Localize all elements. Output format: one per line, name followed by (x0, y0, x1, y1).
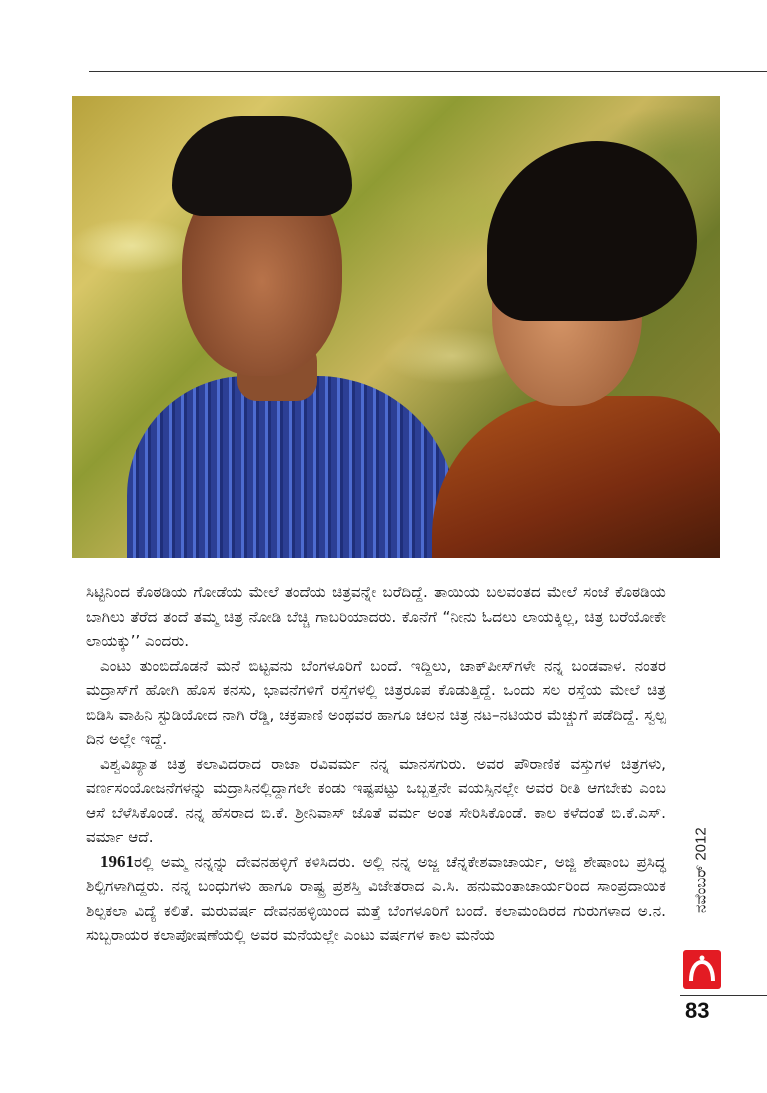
couple-photo (72, 96, 720, 558)
footer-rule (680, 995, 767, 996)
page-number: 83 (685, 998, 710, 1023)
paragraph-4-text: ರಲ್ಲಿ ಅಮ್ಮ ನನ್ನನ್ನು ದೇವನಹಳ್ಳಿಗೆ ಕಳಿಸಿದರು. ಅಲ್ಲಿ ನನ್ನ ಅಜ್ಜ ಚೆನ್ನಕೇಶವಾಚಾರ್ಯ, ಅಜ್ಜಿ ಶೇಷಾಂಬ ಪ್ರಸಿದ್ಧ ಶಿಲ್ಪಿಗಳಾಗಿದ್ದರು. ನನ್ನ ಬಂಧುಗಳು ಹಾಗೂ ರಾಷ್ಟ್ರ ಪ್ರಶಸ್ತಿ ವಿಜೇತರಾದ ಎ.ಸಿ. ಹನುಮಂತಾಚಾರ್ಯರಿಂದ ಸಾಂಪ್ರದಾಯಿಕ ಶಿಲ್ಪಕಲಾ ವಿದ್ಯೆ ಕಲಿತೆ. ಮರುವರ್ಷ ದೇವನಹಳ್ಳಿಯಿಂದ ಮತ್ತೆ ಬೆಂಗಳೂರಿಗೆ ಬಂದೆ. ಕಲಾಮಂದಿರದ ಗುರುಗಳಾದ ಅ.ನ. ಸುಬ್ಬರಾಯರ ಕಲಾಪೋಷಣೆಯಲ್ಲಿ ಅವರ ಮನೆಯಲ್ಲೇ ಎಂಟು ವರ್ಷಗಳ ಕಾಲ ಮನೆಯ (86, 852, 666, 944)
paragraph-2: ಎಂಟು ತುಂಬಿದೊಡನೆ ಮನೆ ಬಿಟ್ಟವನು ಬೆಂಗಳೂರಿಗೆ ಬಂದೆ. ಇದ್ದಿಲು, ಚಾಕ್‌ಪೀಸ್‌ಗಳೇ ನನ್ನ ಬಂಡವಾಳ. ನಂತರ ಮದ್ರಾಸ್‌ಗೆ ಹೋಗಿ ಹೊಸ ಕನಸು, ಭಾವನೆಗಳಿಗೆ ರಸ್ತೆಗಳಲ್ಲಿ ಚಿತ್ರರೂಪ ಕೊಡುತ್ತಿದ್ದೆ. ಒಂದು ಸಲ ರಸ್ತೆಯ ಮೇಲೆ ಚಿತ್ರ ಬಿಡಿಸಿ ವಾಹಿನಿ ಸ್ಟುಡಿಯೋದ ನಾಗಿ ರೆಡ್ಡಿ, ಚಕ್ರಪಾಣಿ ಅಂಥವರ ಹಾಗೂ ಚಲನ ಚಿತ್ರ ನಟ–ನಟಿಯರ ಮೆಚ್ಚುಗೆ ಪಡೆದಿದ್ದೆ. ಸ್ವಲ್ಪ ದಿನ ಅಲ್ಲೇ ಇದ್ದೆ. (86, 656, 666, 748)
header-rule (89, 71, 767, 72)
magazine-logo-icon (683, 950, 721, 989)
issue-date: ನವೆಂಬರ್ 2012 (692, 827, 710, 913)
paragraph-1: ಸಿಟ್ಟಿನಿಂದ ಕೊಠಡಿಯ ಗೋಡೆಯ ಮೇಲೆ ತಂದೆಯ ಚಿತ್ರವನ್ನೇ ಬರೆದಿದ್ದೆ. ತಾಯಿಯ ಬಲವಂತದ ಮೇಲೆ ಸಂಜೆ ಕೊಠಡಿಯ ಬಾಗಿಲು ತೆರೆದ ತಂದೆ ತಮ್ಮ ಚಿತ್ರ ನೋಡಿ ಬೆಚ್ಚಿ ಗಾಬರಿಯಾದರು. ಕೊನೆಗೆ “ನೀನು ಓದಲು ಲಾಯಕ್ಕಿಲ್ಲ, ಚಿತ್ರ ಬರೆಯೋಕೇ ಲಾಯಕ್ಕು’’ ಎಂದರು. (86, 583, 666, 650)
article-body (86, 580, 666, 948)
paragraph-4 (86, 850, 666, 948)
year-1961: 1961 (100, 851, 134, 871)
man-hair (172, 116, 352, 216)
paragraph-3: ವಿಶ್ವವಿಖ್ಯಾತ ಚಿತ್ರ ಕಲಾವಿದರಾದ ರಾಜಾ ರವಿವರ್ಮ ನನ್ನ ಮಾನಸಗುರು. ಅವರ ಪೌರಾಣಿಕ ವಸ್ತುಗಳ ಚಿತ್ರಗಳು, ವರ್ಣಸಂಯೋಜನೆಗಳನ್ನು ಮದ್ರಾಸಿನಲ್ಲಿದ್ದಾಗಲೇ ಕಂಡು ಇಷ್ಟಪಟ್ಟು ಒಬ್ಬತ್ತನೇ ವಯಸ್ಸಿನಲ್ಲೇ ಅವರ ರೀತಿ ಆಗಬೇಕು ಎಂಬ ಆಸೆ ಬೆಳೆಸಿಕೊಂಡೆ. ನನ್ನ ಹೆಸರಾದ ಬಿ.ಕೆ. ಶ್ರೀನಿವಾಸ್ ಜೊತೆ ವರ್ಮ ಅಂತ ಸೇರಿಸಿಕೊಂಡೆ. ಕಾಲ ಕಳೆದಂತೆ ಬಿ.ಕೆ.ಎಸ್. ವರ್ಮಾ ಆದೆ. (86, 754, 666, 846)
